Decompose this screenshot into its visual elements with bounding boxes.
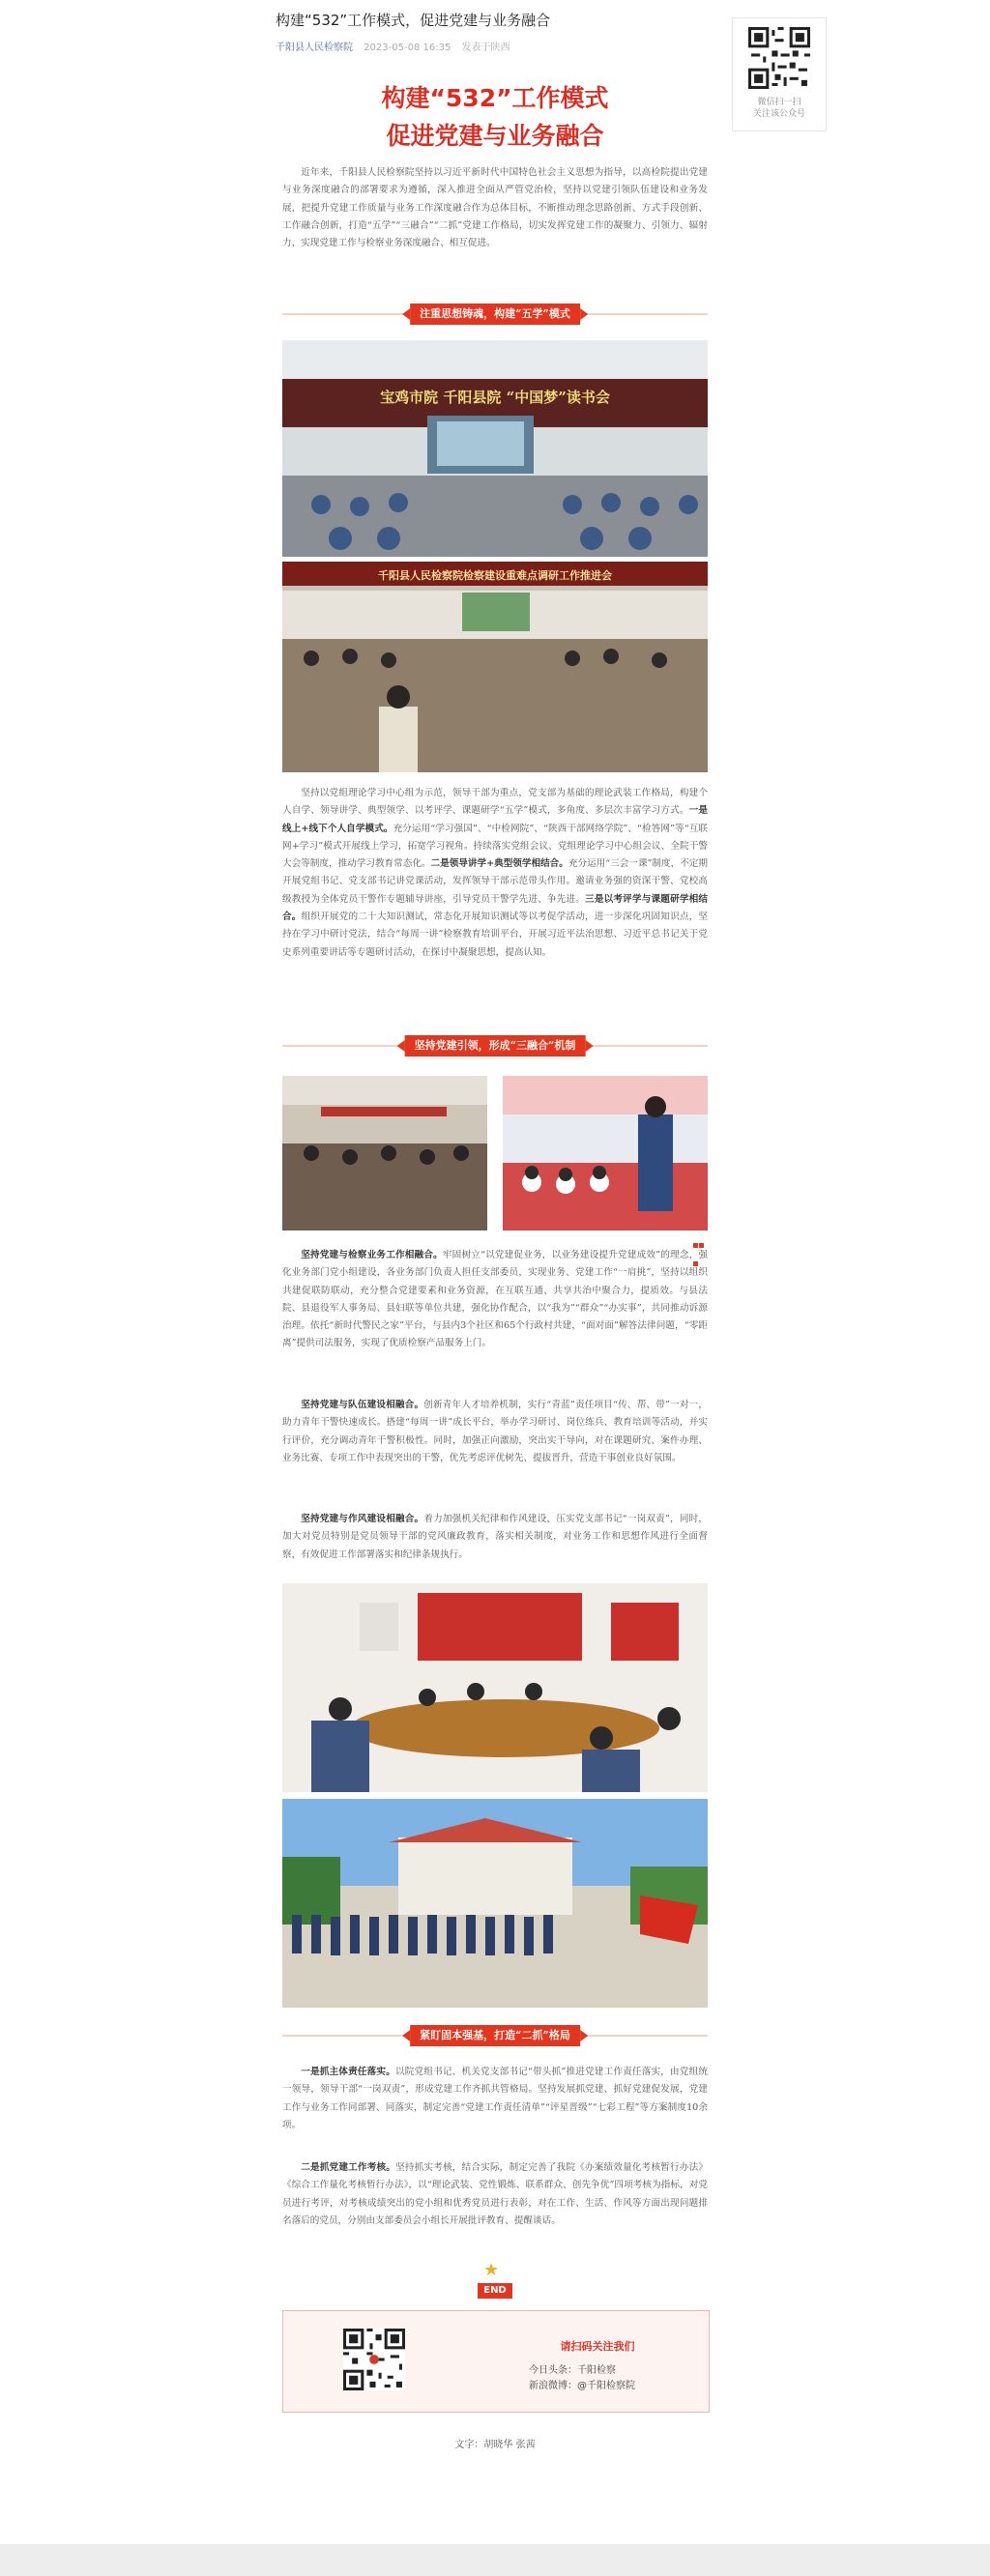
follow-qr-icon[interactable] — [343, 2329, 405, 2390]
section2-bold-1: 坚持党建与检察业务工作相融合。 — [301, 1250, 443, 1260]
star-icon: ★ — [483, 2260, 500, 2280]
section2-text-1: 牢固树立“以党建促业务，以业务建设提升党建成效”的理念，强化业务部门党小组建设，各业务部门负责人担任支部委员，实现业务、党建工作“一肩挑”，坚持以组织共建促联防联动，充分整合党建要素和业务资源，在互联互通、共享共治中聚合力，提质效。与县法院、县退役军人事务局、县妇联等单位共建，强化协作配合，以“我为”“群众”“办实事”，共同推动诉源治理。依托“新时代警民之家”平台，与县内3个社区和65个行政村共建，“面对面”解答法律问题，“零距离”提供司法服务，实现了优质检察产品服务上门。 — [282, 1250, 708, 1349]
follow-card-line1: 今日头条：千阳检察 — [529, 2365, 616, 2376]
page-bottom-strip — [0, 2544, 990, 2576]
publish-location: 发表于陕西 — [461, 43, 510, 53]
follow-card-title: 请扫码关注我们 — [560, 2340, 635, 2353]
section2-paragraph-1 — [282, 1247, 708, 1353]
section-header-2 — [282, 1035, 708, 1056]
party-lecture-photo[interactable] — [282, 1076, 487, 1230]
section3-paragraph-1 — [282, 2064, 708, 2134]
section2-text-3: 着力加强机关纪律和作风建设，压实党支部书记“一岗双责”，同时，加大对党员特别是党员领导干部的党风廉政教育，落实相关制度，对业务工作和思想作风进行全面督察，有效促进工作部署落实和纪律条规执行。 — [282, 1514, 708, 1560]
section1-text-part1: 坚持以党组理论学习中心组为示范，领导干部为重点，党支部为基础的理论武装工作格局，构建个人自学、领导讲学、典型领学、以考评学、课题研学“五学”模式，多角度、多层次丰富学习方式。 — [282, 788, 708, 817]
photo-banner-1: 宝鸡市院 千阳县院 “中国梦”读书会 — [380, 389, 610, 406]
section3-bold-1: 一是抓主体责任落实。 — [301, 2067, 395, 2077]
article-credit: 文字：胡晓华 张茜 — [454, 2440, 536, 2450]
end-badge: END — [478, 2283, 512, 2299]
section-title-1: 注重思想铸魂，构建“五学”模式 — [410, 304, 580, 325]
section1-text-part2: 充分运用“学习强国”、“中检网院”、“陕西干部网络学院”、“检答网”等“互联网+学习”模式开展线上学习，拓宽学习视角。持续落实党组会议、党组理论学习中心组会议、全院干警大会等制度，推动学习教育常态化。 — [282, 823, 708, 870]
reading-club-photo[interactable] — [282, 340, 708, 557]
section2-text-2: 创新青年人才培养机制，实行“青蓝”责任项目“传、帮、带”一对一，助力青年干警快速成长。搭建“每周一讲”成长平台，举办学习研讨、岗位练兵、教育培训等活动，并实行评价，充分调动青年干警积极性。同时，加强正向激励，突出实干导向，对在课题研究、案件办理、业务比赛、专项工作中表现突出的干警，优先考虑评优树先、提拔晋升，营造干事创业良好氛围。 — [282, 1400, 709, 1463]
oath-ceremony-photo[interactable] — [282, 1799, 708, 2008]
photo-banner-2: 千阳县人民检察院检察建设重难点调研工作推进会 — [378, 569, 612, 582]
follow-qr-widget[interactable] — [732, 17, 827, 131]
article-meta — [276, 39, 510, 53]
section1-paragraph — [282, 785, 708, 962]
qr-caption-line1: 微信扫一扫 — [757, 98, 801, 107]
section3-paragraph-2 — [282, 2159, 708, 2230]
section-header-1 — [282, 304, 708, 325]
section2-bold-2: 坚持党建与队伍建设相融合。 — [301, 1400, 424, 1410]
section2-paragraph-3 — [282, 1511, 708, 1564]
section3-bold-2: 二是抓党建工作考核。 — [301, 2162, 396, 2173]
community-service-photo[interactable] — [503, 1076, 708, 1230]
section1-bold1: 一是线上+线下个人自学模式。 — [282, 805, 709, 834]
section1-bold3: 三是以考评学与课题研学相结合。 — [282, 893, 709, 923]
section3-text-1: 以院党组书记、机关党支部书记“带头抓”推进党建工作责任落实，由党组统一领导，领导干部“一岗双责”，形成党建工作齐抓共管格局。坚持发展抓党建、抓好党建促发展，党建工作与业务工作同部署、同落实，制定完善“党建工作责任清单”“评星晋级”“七彩工程”等方案制度10余项。 — [282, 2067, 708, 2130]
section2-paragraph-2 — [282, 1397, 708, 1467]
section1-bold2: 二是领导讲学+典型领学相结合。 — [430, 858, 568, 870]
qr-caption-line2: 关注该公众号 — [752, 109, 805, 119]
follow-card-line2: 新浪微博：@千阳检察院 — [529, 2381, 635, 2391]
section-title-2: 坚持党建引领，形成“三融合”机制 — [405, 1035, 586, 1056]
section-title-3: 紧盯固本强基，打造“二抓”格局 — [410, 2025, 580, 2046]
headline-line1: 构建“532”工作模式 — [381, 84, 609, 112]
section3-text-2: 坚持抓实考核，结合实际，制定完善了我院《办案绩效量化考核暂行办法》《综合工作量化考核暂行办法》，以“理论武装、党性锻炼、联系群众、创先争优”四项考核为指标，对党员进行考评，对考核成绩突出的党小组和优秀党员进行表彰，对在工作、生活、作风等方面出现问题排名落后的党员，分别由支部委员会小组长开展批评教育、提醒谈话。 — [282, 2162, 709, 2226]
intro-paragraph: 近年来，千阳县人民检察院坚持以习近平新时代中国特色社会主义思想为指导，以高检院提出党建与业务深度融合的部署要求为遵循，深入推进全面从严管党治检，坚持以党建引领队伍建设和业务发展，把提升党建工作质量与业务工作深度融合作为总体目标，不断推动理念思路创新、方式手段创新、工作融合创新，打造“五学”“三融合”“二抓”党建工作格局，切实发挥党建工作的凝聚力、引领力、辐射力，实现党建工作与检察业务深度融合、相互促进。 — [282, 167, 708, 249]
headline-line2: 促进党建与业务融合 — [386, 122, 604, 150]
section1-text-part3: 充分运用“三会一课”制度，不定期开展党组书记、党支部书记讲党课活动，发挥领导干部示范带头作用。邀请业务强的资深干警、党校高级教授为全体党员干警作专题辅导讲座，引导党员干警学先进、争先进。 — [282, 858, 709, 905]
publish-time: 2023-05-08 16:35 — [364, 43, 451, 53]
headline — [282, 79, 708, 155]
study-session-photo[interactable] — [282, 1583, 708, 1792]
section2-bold-3: 坚持党建与作风建设相融合。 — [301, 1514, 424, 1524]
qr-code-icon — [748, 27, 810, 89]
research-meeting-photo[interactable] — [282, 562, 708, 772]
account-name-link[interactable]: 千阳县人民检察院 — [276, 43, 353, 53]
decorative-dots — [692, 1233, 708, 1238]
section1-text-part4: 组织开展党的二十大知识测试，常态化开展知识测试等以考促学活动，进一步深化巩固知识点，坚持在学习中研讨党法，结合“每周一讲”检察教育培训平台，开展习近平法治思想、习近平总书记关于党史系列重要讲话等专题研讨活动，在探讨中凝聚思想，提高认知。 — [282, 912, 709, 958]
article-title: 构建“532”工作模式，促进党建与业务融合 — [276, 12, 551, 29]
section-header-3 — [282, 2025, 708, 2046]
follow-card — [282, 2310, 710, 2413]
